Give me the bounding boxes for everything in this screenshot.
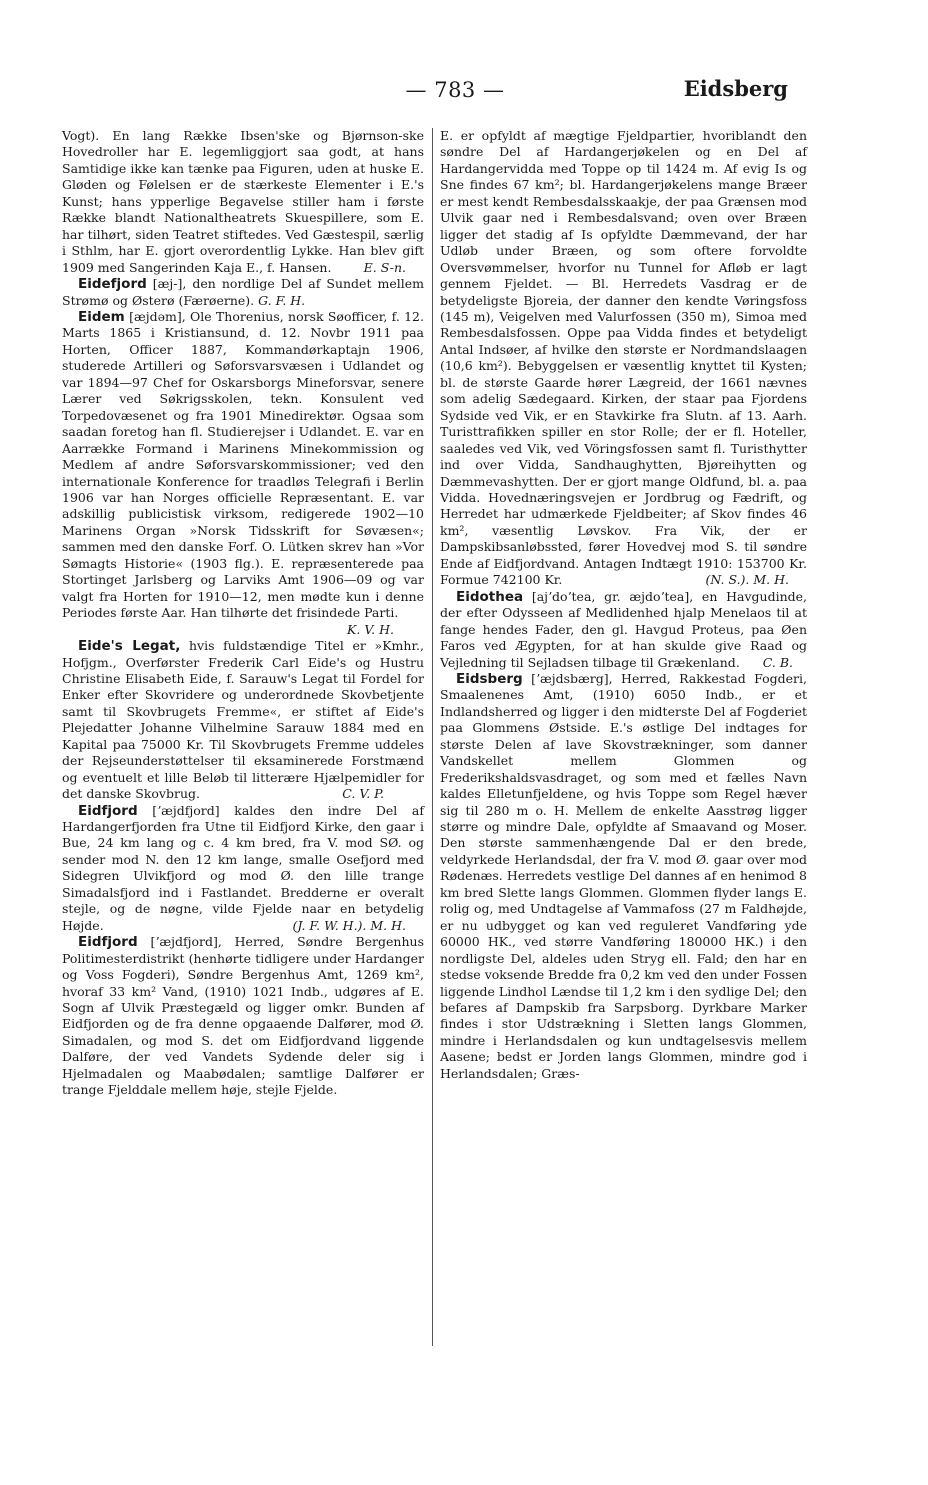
entry-eidem [62,308,424,637]
page-number: — 783 — [405,78,505,102]
running-head: Eidsberg [683,76,788,101]
entry-text: [ʼæjdsbærg], Herred, Rakkestad Fogderi, Smaalenenes Amt, (1910) 6050 Indb., er et Indlandsherred og ligger i den midterste Del af Fogderiet paa Glommens Østside. E.'s østlige Del indtages for største Delen af lave Skovstrækninger, som danner Vandskellet mellem Glommen og Frederikshaldsvasdraget, og som med et fælles Navn kaldes Elletunfjeldene, og hvis Toppe som Regel hæver sig til 280 m o. H. Mellem de enkelte Aasstrøg ligger større og mindre Dale, opfyldte af Smaavand og Moser. Den største sammenhængende Dal er den brede, veldyrkede Herlandsdal, der fra V. mod Ø. gaar over mod Rødenæs. Herredets vestlige Del dannes af en henimod 8 km bred Slette langs Glommen. Glommen flyder langs E. rolig og, med Undtagelse af Vammafoss (27 m Faldhøjde, er nu udbygget og kan ved reguleret Vandføring yde 60000 HK., ved større Vandføring 180000 HK.) i den nordligste Del, aldeles uden Stryg ell. Fald; den har en stedse voksende Bredde fra 0,2 km ved den under Fossen liggende Lindhol Lændse til 1,2 km i den sydlige Del; den befares af Dampskib fra Sarpsborg. Dyrkbare Marker findes i stor Udstrækning i Sletten langs Glommen, mindre i Herlandsdalen og kun undtagelsesvis mellem Aasene; bedst er Jorden langs Glommen, mindre god i Herlandsdalen; Græs- [440,670,807,1081]
entry-signature: C. V. P. [342,786,384,802]
headword: Eidefjord [78,276,147,293]
entry-eides-legat [62,638,424,803]
entry-signature: (J. F. W. H.). M. H. [292,917,406,933]
entry-eidfjord-fjord [62,803,424,935]
entry-eidsberg [440,671,807,1082]
column-divider [432,128,433,1346]
headword: Eide's Legat, [78,638,181,655]
entry-text: [ʼæjdfjord], Herred, Søndre Bergenhus Politimesterdistrikt (henhørte tidligere under Hardanger og Voss Fogderi), Søndre Bergenhus Amt, 1269 km², hvoraf 33 km² Vand, (1910) 1021 Indb., udgøres af E. Sogn af Ulvik Præstegæld og ligger omkr. Bunden af Eidfjorden og de fra denne opgaaende Dalfører, mod Ø. Simadalen, og mod S. det om Eidfjordvand liggende Dalføre, der ved Vandets Sydende deler sig i Hjelmadalen og Maabødalen; samtlige Dalfører er trange Fjelddale mellem høje, stejle Fjelde. [62,934,424,1098]
entry-signature: K. V. H. [347,621,394,637]
entry-text: [æjdəm], Ole Thorenius, norsk Søofficer, f. 12. Marts 1865 i Kristiansund, d. 12. Novbr 1911 paa Horten, Officer 1887, Kommandørkaptajn 1906, studerede Artilleri og Søforsvarsvæsen i Udlandet og var 1894—97 Chef for Oskarsborgs Mineforsvar, senere Lærer ved Søkrigsskolen, tekn. Konsulent ved Torpedovæsenet og fra 1901 Minedirektør. Ogsaa som saadan foretog han fl. Studierejser i Udlandet. E. var en Aarrække Formand i Marinens Minekommission og Medlem af andre Søforsvarskommissioner; ved den internationale Konference for traadløs Telegrafi i Berlin 1906 var han Norges officielle Repræsentant. E. var adskillig publicistisk virksom, redigerede 1902—10 Marinens Organ »Norsk Tidsskrift for Søvæsen«; sammen med den danske Forf. O. Lütken skrev han »Vor Sømagts Historie« (1903 flg.). E. repræsenterede paa Stortinget Jarlsberg og Larviks Amt 1906—09 og var valgt fra Horten for 1910—12, men mødte kun i denne Periodes første Aar. Han tilhørte det frisindede Parti. [62,308,424,621]
left-column [62,128,424,1099]
headword: Eidfjord [78,934,138,951]
headword: Eidem [78,308,125,325]
entry-signature: G. F. H. [258,292,306,308]
entry-text: [ʼæjdfjord] kaldes den indre Del af Hardangerfjorden fra Utne til Eidfjord Kirke, den gaar i Bue, 24 km lang og c. 4 km bred, fra V. mod SØ. og sender mod N. den 12 km lange, smalle Osefjord med Sidegren Ulvikfjord og mod Ø. den lille trange Simadalsfjord ind i Fastlandet. Bredderne er overalt stejle, og de nøgne, vilde Fjelde naar en betydelig Højde. [62,802,424,933]
entry-text: [æj-], den nordlige Del af Sundet mellem Strømø og Østerø (Færøerne). [62,276,424,308]
entry-text: E. er opfyldt af mægtige Fjeldpartier, hvoriblandt den søndre Del af Hardangerjøkelen og en Del af Hardangervidda med Toppe op til 1424 m. Af evig Is og Sne findes 67 km²; bl. Hardangerjøkelens mange Bræer er mest kendt Rembesdalsskaakje, der paa Grænsen mod Ulvik gaar ned i Rembesdalsvand; oven over Bræen ligger det stadig af Is opfyldte Dæmmevand, der har Udløb under Bræen, og som oftere forvoldte Oversvømmelser, hvorfor nu Tunnel for Afløb er lagt gennem Fjeldet. — Bl. Herredets Vasdrag er de betydeligste Bjoreia, der danner den kendte Vøringsfoss (145 m), Veigelven med Valurfossen (350 m), Simoa med Rembesdalsfossen. Oppe paa Vidda findes et betydeligt Antal Indsøer, af hvilke den største er Nordmandslaagen (10,6 km²). Bebyggelsen er væsentlig knyttet til Kysten; bl. de største Gaarde hører Lægreid, der 1661 nævnes som adelig Sædegaard. Kirken, der staar paa Fjordens Sydside ved Vik, er en Stavkirke fra Slutn. af 13. Aarh. Turisttrafikken spiller en stor Rolle; der er fl. Hoteller, saaledes ved Vik, ved Vöringsfossen samt fl. Turisthytter ind over Vidda, Sandhaughytten, Bjøreihytten og Dæmmevashytten. Der er gjort mange Oldfund, bl. a. paa Vidda. Hovednæringsvejen er Jordbrug og Fædrift, og Herredet har udmærkede Fjeldbeiter; af Skov findes 46 km², væsentlig Løvskov. Fra Vik, der er Dampskibsanløbssted, fører Hovedvej mod S. til søndre Ende af Eidfjordvand. Antagen Indtægt 1910: 153700 Kr. Formue 742100 Kr. [440,128,807,588]
entry-signature: (N. S.). M. H. [705,572,789,588]
entry-text: hvis fuldstændige Titel er »Kmhr., Hofjgm., Overførster Frederik Carl Eide's og Hustru Christine Elisabeth Eide, f. Sarauw's Legat til Fordel for Enker efter Skovridere og underordnede Skovbetjente samt til Skovbrugets Fremme«, er stiftet af Eide's Plejedatter Johanne Vilhelmine Sarauw 1884 med en Kapital paa 75000 Kr. Til Skovbrugets Fremme uddeles der Rejseunderstøttelser til eksaminerede Forstmænd og eventuelt et lille Beløb til litterære Hjælpemidler for det danske Skovbrug. [62,638,424,802]
entry-text: [ajʼdoʼtea, gr. æjdoʼtea], en Havgudinde, der efter Odysseen af Medlidenhed hjalp Menelaos til at fange hendes Fader, den gl. Havgud Proteus, paa Øen Faros ved Ægypten, for at han skulde give Raad og Vejledning til Sejladsen tilbage til Grækenland. [440,588,807,670]
continued-entry [440,128,807,589]
entry-signature: C. B. [762,654,793,670]
entry-eidothea [440,589,807,671]
continued-entry [62,128,424,276]
headword: Eidfjord [78,802,138,819]
entry-text: Vogt). En lang Række Ibsen'ske og Bjørnson-ske Hovedroller har E. legemliggjort saa godt, at hans Samtidige ikke kan tænke paa Figuren, uden at huske E. Gløden og Følelsen er de stærkeste Elementer i E.'s Kunst; hans ypperlige Begavelse stiller ham i første Række blandt Nationaltheatrets Skuespillere, som E. har tilhørt, siden Teatret stiftedes. Ved Gæstespil, særlig i Sthlm, har E. gjort overordentlig Lykke. Han blev gift 1909 med Sangerinden Kaja E., f. Hansen. [62,128,424,275]
headword: Eidothea [456,588,524,605]
right-column [440,128,807,1082]
headword: Eidsberg [456,670,523,687]
entry-eidfjord-herred [62,934,424,1099]
entry-eidefjord [62,276,424,309]
entry-signature: E. S-n. [363,259,406,275]
